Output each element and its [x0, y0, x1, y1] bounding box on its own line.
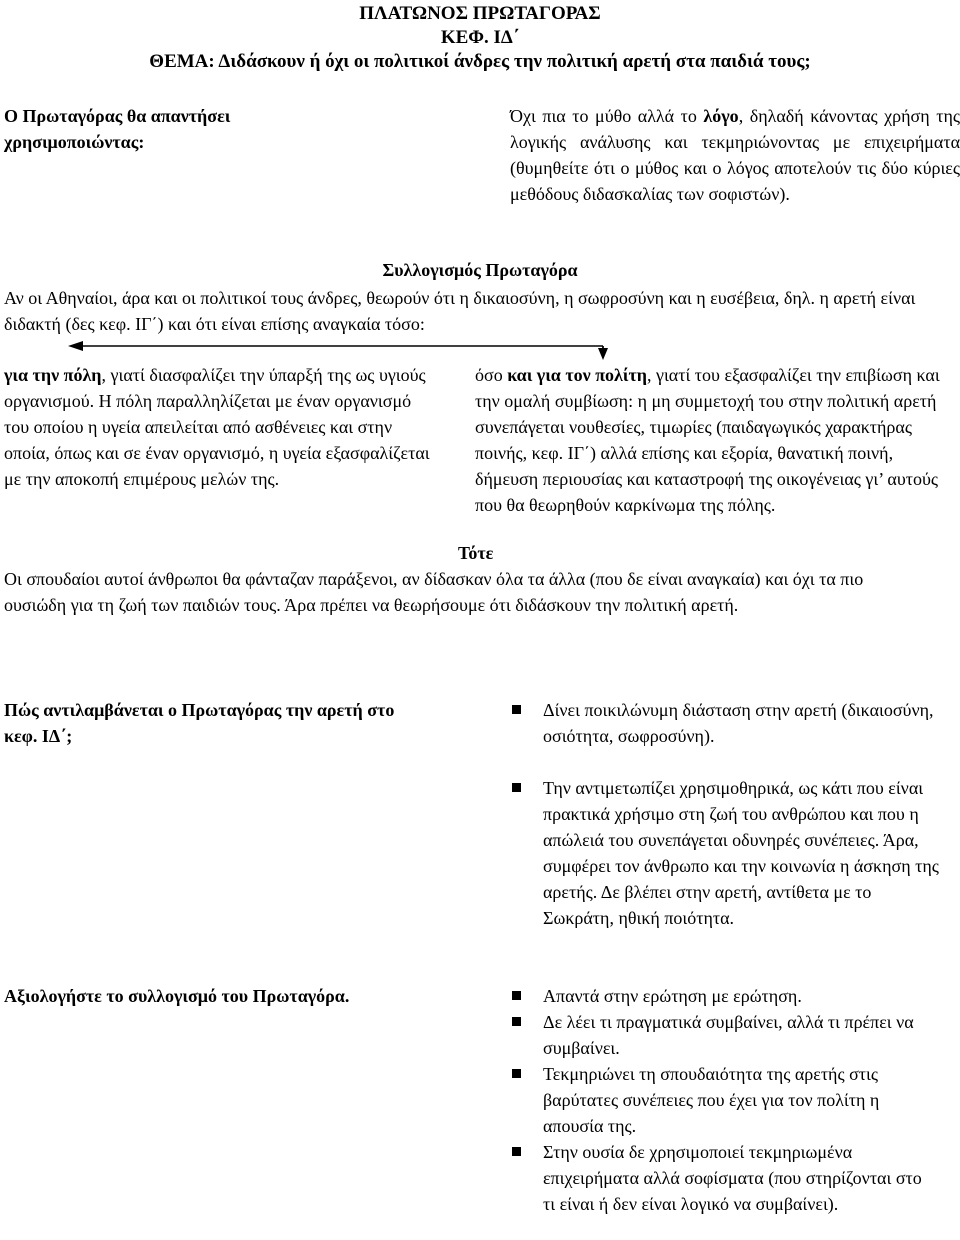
square-bullet-icon: [512, 705, 521, 714]
citizen-branch-text: , γιατί του εξασφαλίζει την επιβίωση και την ομαλή συμβίωση: η μη συμμετοχή του στην πολιτική αρετή συνεπάγεται νουθεσίες, τιμωρίες (παιδαγωγικός χαρακτήρας ποινής, κεφ. ΙΓ΄) αλλά επίσης και εξορία, θανατική ποινή, δήμευση περιουσίας και καταστροφή της οικογένειας γι’ αυτούς που θα θεωρηθούν καρκίνωμα της πόλης.: [475, 365, 940, 515]
list-item: [543, 775, 943, 931]
method-text-bold: λόγο: [703, 106, 739, 126]
method-label: Ο Πρωταγόρας θα απαντήσει χρησιμοποιώντας:: [4, 106, 231, 152]
square-bullet-icon: [512, 783, 521, 792]
list-item-text: Δε λέει τι πραγματικά συμβαίνει, αλλά τι πρέπει να συμβαίνει.: [543, 1012, 914, 1058]
syllogism-text: Αν οι Αθηναίοι, άρα και οι πολιτικοί τους άνδρες, θεωρούν ότι η δικαιοσύνη, η σωφροσύνη και η ευσέβεια, δηλ. η αρετή είναι διδακτή (δες κεφ. ΙΓ΄) και ότι είναι επίσης αναγκαία τόσο:: [4, 288, 916, 334]
city-branch: [4, 362, 439, 492]
method-text-post: , δηλαδή κάνοντας χρήση της λογικής ανάλυσης και τεκμηριώνοντας με επιχειρήματα (θυμηθείτε ότι ο μύθος και ο λόγος αποτελούν τις δύο κύριες μεθόδους διδασκαλίας των σοφιστών).: [510, 106, 960, 204]
square-bullet-icon: [512, 1069, 521, 1078]
topic-heading: ΘΕΜΑ: Διδάσκουν ή όχι οι πολιτικοί άνδρες την πολιτική αρετή στα παιδιά τους;: [149, 51, 811, 72]
city-branch-bold: για την πόλη: [4, 365, 102, 385]
page-title: ΠΛΑΤΩΝΟΣ ΠΡΩΤΑΓΟΡΑΣ: [359, 3, 601, 24]
then-title: Τότε: [458, 543, 494, 563]
list-item: [543, 1061, 938, 1139]
syllogism-title: Συλλογισμός Πρωταγόρα: [382, 260, 578, 280]
list-item: [543, 1139, 938, 1217]
left-arrow-icon: [68, 341, 83, 351]
city-branch-text: , γιατί διασφαλίζει την ύπαρξή της ως υγιούς οργανισμού. Η πόλη παραλληλίζεται με έναν οργανισμό του οποίου η υγεία απειλείται από ασθένειες και στην οποία, όπως και σε έναν οργανισμό, η υγεία εξασφαλίζεται με την αποκοπή επιμέρους μελών της.: [4, 365, 430, 489]
square-bullet-icon: [512, 991, 521, 1000]
then-text: Οι σπουδαίοι αυτοί άνθρωποι θα φάνταζαν παράξενοι, αν δίδασκαν όλα τα άλλα (που δε είναι αναγκαία) και όχι τα πιο ουσιώδη για τη ζωή των παιδιών τους. Άρα πρέπει να θεωρήσουμε ότι διδάσκουν την πολιτική αρετή.: [4, 569, 864, 615]
citizen-branch: [475, 362, 960, 518]
square-bullet-icon: [512, 1147, 521, 1156]
chapter-label: ΚΕΦ. ΙΔ΄: [440, 27, 520, 48]
evaluate-answers: [543, 983, 938, 1217]
citizen-branch-bold: και για τον πολίτη: [507, 365, 647, 385]
virtue-answers: [543, 697, 943, 931]
list-item-text: Απαντά στην ερώτηση με ερώτηση.: [543, 986, 802, 1006]
list-item-text: Τεκμηριώνει τη σπουδαιότητα της αρετής στις βαρύτατες συνέπειες που έχει για τον πολίτη η απουσία της.: [543, 1064, 880, 1136]
method-text-pre: Όχι πια το μύθο αλλά το: [510, 106, 704, 126]
list-item: [543, 1009, 938, 1061]
list-item-text: Στην ουσία δε χρησιμοποιεί τεκμηριωμένα επιχειρήματα αλλά σοφίσματα (που στηρίζονται στο τι είναι ή δεν είναι λογικό να συμβαίνει).: [543, 1142, 922, 1214]
list-spacer: [543, 749, 943, 775]
method-text: [510, 103, 960, 207]
branch-arrows: [0, 320, 960, 360]
down-arrow-icon: [598, 348, 608, 360]
list-item: [543, 697, 943, 749]
citizen-branch-pre: όσο: [475, 365, 508, 385]
question-virtue: Πώς αντιλαμβάνεται ο Πρωταγόρας την αρετή στο κεφ. ΙΔ΄;: [4, 700, 395, 746]
square-bullet-icon: [512, 1017, 521, 1026]
list-item-text: Την αντιμετωπίζει χρησιμοθηρικά, ως κάτι που είναι πρακτικά χρήσιμο στη ζωή του ανθρώπου και που η απώλειά του συνεπάγεται οδυνηρές συνέπειες. Άρα, συμφέρει τον άνθρωπο και την κοινωνία η άσκηση της αρετής. Δε βλέπει στην αρετή, αντίθετα με το Σωκράτη, ηθική ποιότητα.: [543, 778, 939, 928]
list-item-text: Δίνει ποικιλώνυμη διάσταση στην αρετή (δικαιοσύνη, οσιότητα, σωφροσύνη).: [543, 700, 934, 746]
list-item: [543, 983, 938, 1009]
question-evaluate: Αξιολογήστε το συλλογισμό του Πρωταγόρα.: [4, 986, 350, 1006]
